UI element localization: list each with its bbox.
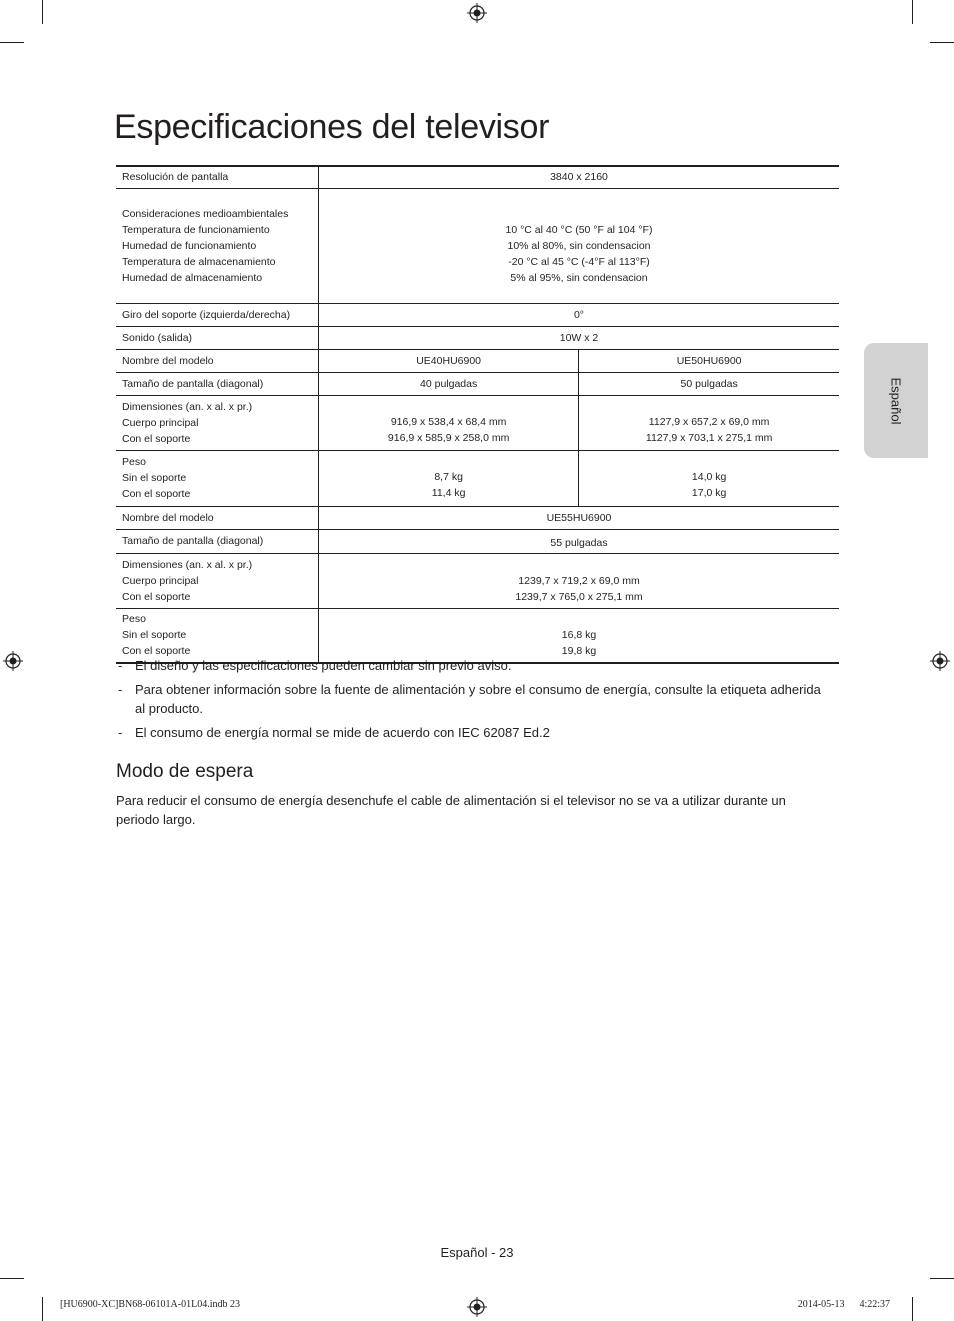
label-line: Humedad de funcionamiento bbox=[122, 239, 257, 252]
row-value: 55 pulgadas bbox=[319, 529, 840, 553]
crop-mark bbox=[930, 42, 954, 43]
label-line: Cuerpo principal bbox=[122, 574, 199, 587]
registration-mark-icon bbox=[930, 651, 950, 671]
value-line: 10 °C al 40 °C (50 °F al 104 °F) bbox=[505, 223, 653, 236]
crop-mark bbox=[42, 0, 43, 24]
table-row bbox=[116, 450, 839, 506]
row-label: Sonido (salida) bbox=[116, 326, 319, 349]
label-line: Consideraciones medioambientales bbox=[122, 207, 289, 220]
value-line: 10% al 80%, sin condensacion bbox=[507, 239, 651, 252]
value-line: 19,8 kg bbox=[561, 645, 597, 658]
row-value: 0° bbox=[319, 303, 840, 326]
row-value: 40 pulgadas bbox=[319, 372, 579, 395]
label-line: Temperatura de almacenamiento bbox=[122, 255, 276, 268]
row-value: UE40HU6900 bbox=[319, 349, 579, 372]
crop-mark bbox=[0, 42, 24, 43]
value-line: -20 °C al 45 °C (-4°F al 113°F) bbox=[508, 255, 650, 268]
row-label bbox=[116, 553, 319, 608]
row-value: UE50HU6900 bbox=[579, 349, 839, 372]
row-label bbox=[116, 395, 319, 450]
language-side-tab bbox=[864, 343, 928, 458]
row-label: Tamaño de pantalla (diagonal) bbox=[116, 372, 319, 395]
label-line: Peso bbox=[122, 613, 146, 626]
value-line: 14,0 kg bbox=[691, 471, 727, 483]
label-line: Con el soporte bbox=[122, 488, 191, 500]
label-line: Peso bbox=[122, 456, 146, 468]
row-label: Resolución de pantalla bbox=[116, 166, 319, 188]
crop-mark bbox=[0, 1278, 24, 1279]
row-value: 10W x 2 bbox=[319, 326, 840, 349]
row-label bbox=[116, 608, 319, 663]
value-line: 16,8 kg bbox=[561, 629, 597, 642]
value-line: 8,7 kg bbox=[434, 471, 463, 483]
note-item bbox=[116, 723, 832, 742]
note-dash: - bbox=[118, 658, 123, 673]
table-row bbox=[116, 506, 839, 529]
row-value bbox=[579, 395, 839, 450]
section-heading: Modo de espera bbox=[116, 761, 254, 782]
note-dash: - bbox=[118, 725, 123, 740]
print-slug-date: 2014-05-13 4:22:37 bbox=[797, 1299, 890, 1310]
registration-mark-icon bbox=[3, 651, 23, 671]
value-line: 1239,7 x 719,2 x 69,0 mm bbox=[518, 574, 640, 587]
row-value: UE55HU6900 bbox=[319, 506, 840, 529]
table-row bbox=[116, 608, 839, 663]
label-line: Sin el soporte bbox=[122, 629, 187, 642]
table-row bbox=[116, 326, 839, 349]
note-item bbox=[116, 680, 832, 718]
row-value bbox=[319, 608, 840, 663]
table-row bbox=[116, 395, 839, 450]
table-row bbox=[116, 166, 839, 188]
label-line: Humedad de almacenamiento bbox=[122, 271, 263, 284]
row-label: Giro del soporte (izquierda/derecha) bbox=[116, 303, 319, 326]
page-title: Especificaciones del televisor bbox=[114, 108, 550, 146]
row-label: Nombre del modelo bbox=[116, 506, 319, 529]
value-line: 1127,9 x 657,2 x 69,0 mm bbox=[648, 415, 770, 428]
spec-table bbox=[116, 165, 839, 664]
note-dash: - bbox=[118, 682, 123, 697]
value-line: 11,4 kg bbox=[431, 487, 466, 499]
registration-mark-icon bbox=[467, 1297, 487, 1317]
row-value: 3840 x 2160 bbox=[550, 171, 608, 184]
row-value bbox=[319, 188, 840, 303]
table-row bbox=[116, 553, 839, 608]
crop-mark bbox=[912, 1297, 913, 1321]
row-value: 50 pulgadas bbox=[579, 372, 839, 395]
print-slug-file: [HU6900-XC]BN68-06101A-01L04.indb 23 bbox=[60, 1299, 240, 1310]
row-value bbox=[319, 395, 579, 450]
note-text: El diseño y las especificaciones pueden cambiar sin previo aviso. bbox=[135, 658, 512, 673]
value-line: 17,0 kg bbox=[691, 487, 727, 499]
row-label: Nombre del modelo bbox=[116, 349, 319, 372]
value-line: 916,9 x 585,9 x 258,0 mm bbox=[387, 431, 510, 444]
crop-mark bbox=[912, 0, 913, 24]
label-line: Dimensiones (an. x al. x pr.) bbox=[122, 400, 253, 413]
value-line: 1127,9 x 703,1 x 275,1 mm bbox=[645, 431, 773, 444]
crop-mark bbox=[42, 1297, 43, 1321]
section-paragraph: Para reducir el consumo de energía desenchufe el cable de alimentación si el televisor no se va a utilizar durante un periodo largo. bbox=[116, 793, 786, 827]
value-line: 916,9 x 538,4 x 68,4 mm bbox=[390, 415, 507, 428]
row-value bbox=[319, 450, 579, 506]
registration-mark-icon bbox=[467, 3, 487, 23]
row-label bbox=[116, 450, 319, 506]
page-number: Español - 23 bbox=[440, 1245, 514, 1260]
table-row bbox=[116, 188, 839, 303]
note-text: El consumo de energía normal se mide de acuerdo con IEC 62087 Ed.2 bbox=[135, 725, 550, 740]
row-label: Tamaño de pantalla (diagonal) bbox=[116, 529, 319, 553]
label-line: Con el soporte bbox=[122, 590, 191, 603]
row-value bbox=[319, 553, 840, 608]
label-line: Con el soporte bbox=[122, 432, 191, 445]
table-row bbox=[116, 349, 839, 372]
row-label bbox=[116, 188, 319, 303]
label-line: Con el soporte bbox=[122, 645, 191, 658]
table-row bbox=[116, 372, 839, 395]
note-item bbox=[116, 656, 832, 675]
label-line: Temperatura de funcionamiento bbox=[122, 223, 270, 236]
label-line: Sin el soporte bbox=[122, 472, 187, 484]
value-line: 1239,7 x 765,0 x 275,1 mm bbox=[515, 590, 643, 603]
table-row bbox=[116, 303, 839, 326]
crop-mark bbox=[930, 1278, 954, 1279]
label-line: Cuerpo principal bbox=[122, 416, 199, 429]
table-row bbox=[116, 529, 839, 553]
label-line: Dimensiones (an. x al. x pr.) bbox=[122, 558, 253, 571]
row-value bbox=[579, 450, 839, 506]
notes-list bbox=[116, 656, 832, 747]
value-line: 5% al 95%, sin condensacion bbox=[510, 271, 648, 284]
note-text: Para obtener información sobre la fuente de alimentación y sobre el consumo de energía, consulte la etiqueta adherida al producto. bbox=[135, 682, 821, 716]
side-tab-label: Español bbox=[888, 377, 904, 424]
